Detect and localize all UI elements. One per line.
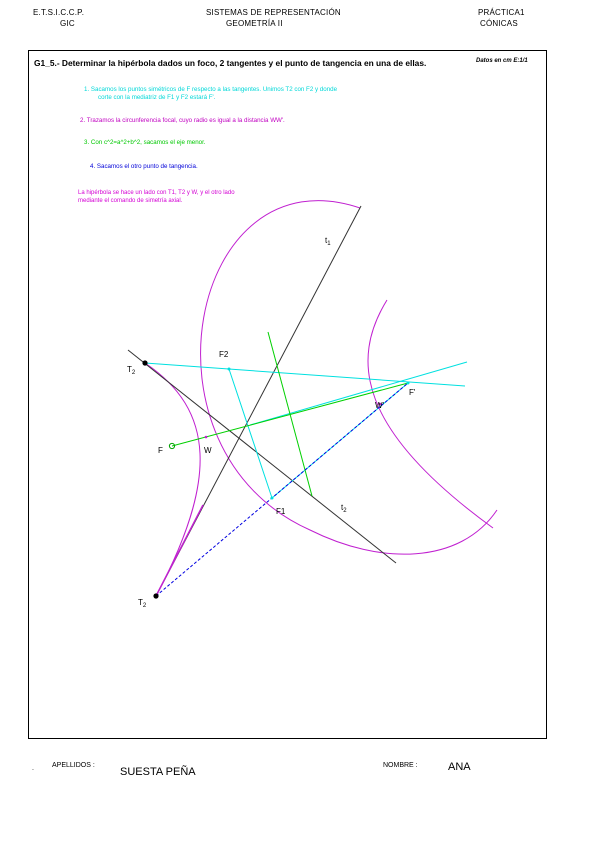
hyperbola-branch-left — [145, 363, 200, 596]
subject-title: SISTEMAS DE REPRESENTACIÓN — [206, 8, 341, 17]
label-wp: W' — [375, 401, 385, 410]
label-t2: $t_2$ — [341, 503, 347, 514]
label-f2: F2 — [219, 350, 229, 359]
subject-subtitle: GEOMETRÍA II — [226, 19, 283, 28]
step-1-line-2: corte con la mediatriz de F1 y F2 estará F'. — [98, 94, 216, 101]
apellidos-value: SUESTA PEÑA — [120, 766, 196, 778]
construction-note: La hipérbola se hace un lado con T1, T2 y W, y el otro lado mediante el comando de simetría axial. — [78, 190, 235, 204]
step-2: 2. Trazamos la circunferencia focal, cuyo radio es igual a la distancia WW'. — [80, 117, 285, 124]
point-fp — [407, 382, 410, 385]
label-t2-lower: $T_2$ — [138, 598, 147, 609]
data-note: Datos en cm E:1/1 — [476, 58, 528, 64]
label-fp: F' — [409, 388, 416, 397]
practice-topic: CÓNICAS — [480, 19, 518, 28]
line-t2-w — [156, 505, 203, 596]
step-1-line-1: 1. Sacamos los puntos simétricos de F respecto a las tangentes. Unimos T2 con F2 y donde — [84, 86, 338, 93]
point-w — [205, 436, 208, 439]
point-t2-upper — [142, 360, 147, 365]
school-program: GIC — [60, 19, 75, 28]
label-f1: F1 — [276, 507, 286, 516]
label-t1: $t_1$ — [325, 236, 331, 247]
point-t2-lower — [153, 593, 158, 598]
practice-number: PRÁCTICA1 — [478, 8, 525, 17]
apellidos-label: APELLIDOS : — [52, 762, 95, 769]
label-f: F — [158, 446, 163, 455]
label-t2-upper: $T_2$ — [127, 365, 136, 376]
school-name: E.T.S.I.C.C.P. — [33, 8, 85, 17]
exercise-title: G1_5.- Determinar la hipérbola dados un foco, 2 tangentes y el punto de tangencia en una de ellas. — [34, 58, 427, 68]
step-4: 4. Sacamos el otro punto de tangencia. — [90, 163, 198, 170]
nombre-label: NOMBRE : — [383, 762, 418, 769]
hyperbola-branch-right — [368, 300, 493, 528]
line-f-extension — [250, 362, 467, 425]
point-f1 — [271, 497, 274, 500]
footer-bullet: . — [32, 765, 34, 772]
nombre-value: ANA — [448, 761, 471, 773]
step-3: 3. Con c^2=a^2+b^2, sacamos el eje menor. — [84, 139, 206, 146]
line-f-fp — [172, 383, 408, 446]
point-f2 — [228, 368, 231, 371]
label-w: W — [204, 446, 212, 455]
line-t2-f2 — [145, 363, 465, 386]
tangent-t2 — [128, 350, 396, 563]
